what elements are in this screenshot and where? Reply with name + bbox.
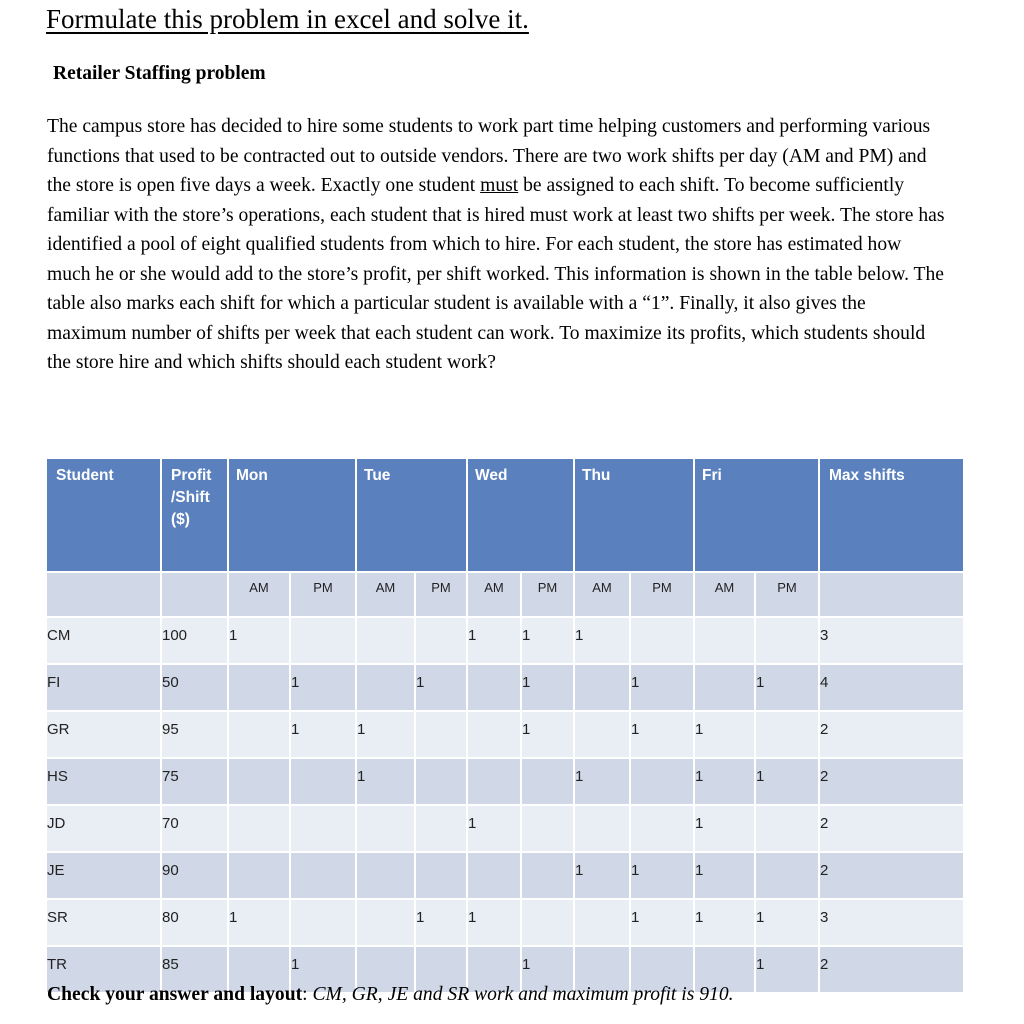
header-profit-line3: ($): [171, 511, 190, 528]
shift-availability: [755, 711, 819, 758]
table-row: [46, 711, 964, 758]
header-profit-line2: /Shift: [171, 489, 210, 506]
shift-availability: 1: [755, 899, 819, 946]
header-profit: [161, 458, 228, 572]
shift-availability: 1: [467, 899, 521, 946]
shift-availability: [290, 805, 356, 852]
shift-availability: [228, 805, 290, 852]
max-shifts: 2: [819, 805, 964, 852]
header-wed: Wed: [467, 458, 574, 572]
shift-availability: [415, 852, 467, 899]
shift-label: AM: [574, 572, 630, 617]
shift-availability: [521, 852, 574, 899]
max-shifts: 2: [819, 711, 964, 758]
shift-availability: 1: [755, 758, 819, 805]
shift-availability: [574, 711, 630, 758]
student-name: CM: [46, 617, 161, 664]
shift-availability: 1: [228, 617, 290, 664]
student-name: JD: [46, 805, 161, 852]
student-name: HS: [46, 758, 161, 805]
shift-availability: [574, 899, 630, 946]
shift-availability: 1: [574, 852, 630, 899]
shift-availability: 1: [755, 664, 819, 711]
shift-availability: 1: [290, 664, 356, 711]
profit-per-shift: 75: [161, 758, 228, 805]
staffing-table: [45, 457, 965, 994]
shift-label: PM: [755, 572, 819, 617]
profit-per-shift: 50: [161, 664, 228, 711]
shift-availability: 1: [467, 617, 521, 664]
shift-label: AM: [467, 572, 521, 617]
student-name: SR: [46, 899, 161, 946]
shift-availability: [755, 852, 819, 899]
shift-availability: [356, 899, 415, 946]
shift-availability: [467, 852, 521, 899]
shift-availability: [415, 758, 467, 805]
shift-availability: [356, 805, 415, 852]
profit-per-shift: 85: [161, 946, 228, 993]
table-row: [46, 852, 964, 899]
shift-label-blank: [819, 572, 964, 617]
shift-availability: [467, 664, 521, 711]
profit-per-shift: 80: [161, 899, 228, 946]
max-shifts: 2: [819, 852, 964, 899]
problem-subtitle: Retailer Staffing problem: [53, 63, 266, 84]
shift-label-blank: [161, 572, 228, 617]
shift-availability: 1: [290, 711, 356, 758]
shift-availability: [290, 758, 356, 805]
max-shifts: 2: [819, 946, 964, 993]
max-shifts: 4: [819, 664, 964, 711]
check-colon: :: [302, 984, 313, 1005]
shift-availability: 1: [521, 664, 574, 711]
shift-availability: 1: [694, 852, 755, 899]
shift-availability: [228, 758, 290, 805]
shift-availability: 1: [630, 852, 694, 899]
shift-availability: [467, 758, 521, 805]
shift-availability: [415, 711, 467, 758]
table-row: [46, 617, 964, 664]
table-row: [46, 664, 964, 711]
student-name: GR: [46, 711, 161, 758]
shift-label: AM: [694, 572, 755, 617]
shift-availability: [630, 805, 694, 852]
shift-availability: [290, 852, 356, 899]
header-mon: Mon: [228, 458, 356, 572]
page-heading: Formulate this problem in excel and solve it.: [46, 4, 529, 34]
shift-availability: 1: [574, 758, 630, 805]
shift-availability: [694, 664, 755, 711]
shift-availability: [228, 711, 290, 758]
table-row: [46, 758, 964, 805]
check-label: Check your answer and layout: [47, 984, 303, 1005]
header-max-shifts: Max shifts: [819, 458, 964, 572]
shift-availability: 1: [694, 758, 755, 805]
shift-availability: 1: [630, 899, 694, 946]
header-tue: Tue: [356, 458, 467, 572]
shift-availability: 1: [356, 758, 415, 805]
shift-availability: [467, 711, 521, 758]
table-row: [46, 805, 964, 852]
shift-label-blank: [46, 572, 161, 617]
shift-availability: [694, 617, 755, 664]
shift-availability: [755, 617, 819, 664]
header-row: [46, 458, 964, 572]
profit-per-shift: 100: [161, 617, 228, 664]
shift-availability: 1: [694, 899, 755, 946]
problem-paragraph: [47, 112, 947, 378]
shift-label-row: [46, 572, 964, 617]
student-name: FI: [46, 664, 161, 711]
shift-availability: [574, 664, 630, 711]
shift-availability: [356, 617, 415, 664]
shift-label: PM: [290, 572, 356, 617]
shift-availability: [521, 899, 574, 946]
shift-availability: 1: [521, 711, 574, 758]
shift-availability: 1: [630, 664, 694, 711]
shift-label: AM: [228, 572, 290, 617]
shift-label: PM: [521, 572, 574, 617]
shift-availability: 1: [415, 899, 467, 946]
shift-availability: 1: [356, 711, 415, 758]
profit-per-shift: 90: [161, 852, 228, 899]
shift-availability: 1: [694, 711, 755, 758]
shift-availability: 1: [755, 946, 819, 993]
student-rows: [46, 617, 964, 993]
shift-availability: [228, 664, 290, 711]
check-answer: [47, 984, 734, 1006]
student-name: TR: [46, 946, 161, 993]
shift-availability: 1: [574, 617, 630, 664]
shift-label: AM: [356, 572, 415, 617]
check-answer-text: CM, GR, JE and SR work and maximum profit is 910.: [312, 984, 734, 1005]
shift-availability: [521, 758, 574, 805]
paragraph-part-1: The campus store has decided to hire some students to work part time helping customers and performing various functions that used to be contracted out to outside vendors. There are two work shifts per day (AM and PM) and the store is open five days a week. Exactly one student: [47, 116, 931, 196]
profit-per-shift: 70: [161, 805, 228, 852]
header-profit-line1: Profit: [171, 467, 212, 484]
paragraph-part-2: be assigned to each shift. To become sufficiently familiar with the store’s operations, each student that is hired must work at least two shifts per week. The store has identified a pool of eight qualified students from which to hire. For each student, the store has estimated how much he or she would add to the store’s profit, per shift worked. This information is shown in the table below. The table also marks each shift for which a particular student is available with a “1”. Finally, it also gives the maximum number of shifts per week that each student can work. To maximize its profits, which students should the store hire and which shifts should each student work?: [47, 175, 945, 373]
paragraph-underlined-word: must: [480, 175, 519, 196]
shift-availability: [228, 852, 290, 899]
shift-availability: [755, 805, 819, 852]
shift-availability: [290, 899, 356, 946]
shift-availability: [574, 805, 630, 852]
shift-availability: [630, 758, 694, 805]
max-shifts: 2: [819, 758, 964, 805]
shift-availability: 1: [694, 805, 755, 852]
header-student: Student: [46, 458, 161, 572]
shift-availability: [415, 805, 467, 852]
table-row: [46, 899, 964, 946]
max-shifts: 3: [819, 899, 964, 946]
shift-availability: 1: [415, 664, 467, 711]
shift-availability: 1: [228, 899, 290, 946]
shift-label: PM: [630, 572, 694, 617]
header-fri: Fri: [694, 458, 819, 572]
shift-availability: [356, 852, 415, 899]
shift-label: PM: [415, 572, 467, 617]
shift-availability: [630, 617, 694, 664]
shift-availability: 1: [521, 617, 574, 664]
max-shifts: 3: [819, 617, 964, 664]
profit-per-shift: 95: [161, 711, 228, 758]
shift-availability: [290, 617, 356, 664]
shift-availability: 1: [290, 946, 356, 993]
shift-availability: 1: [467, 805, 521, 852]
shift-availability: 1: [630, 711, 694, 758]
shift-availability: [415, 617, 467, 664]
shift-availability: 1: [521, 946, 574, 993]
shift-availability: [521, 805, 574, 852]
student-name: JE: [46, 852, 161, 899]
header-thu: Thu: [574, 458, 694, 572]
shift-availability: [356, 664, 415, 711]
